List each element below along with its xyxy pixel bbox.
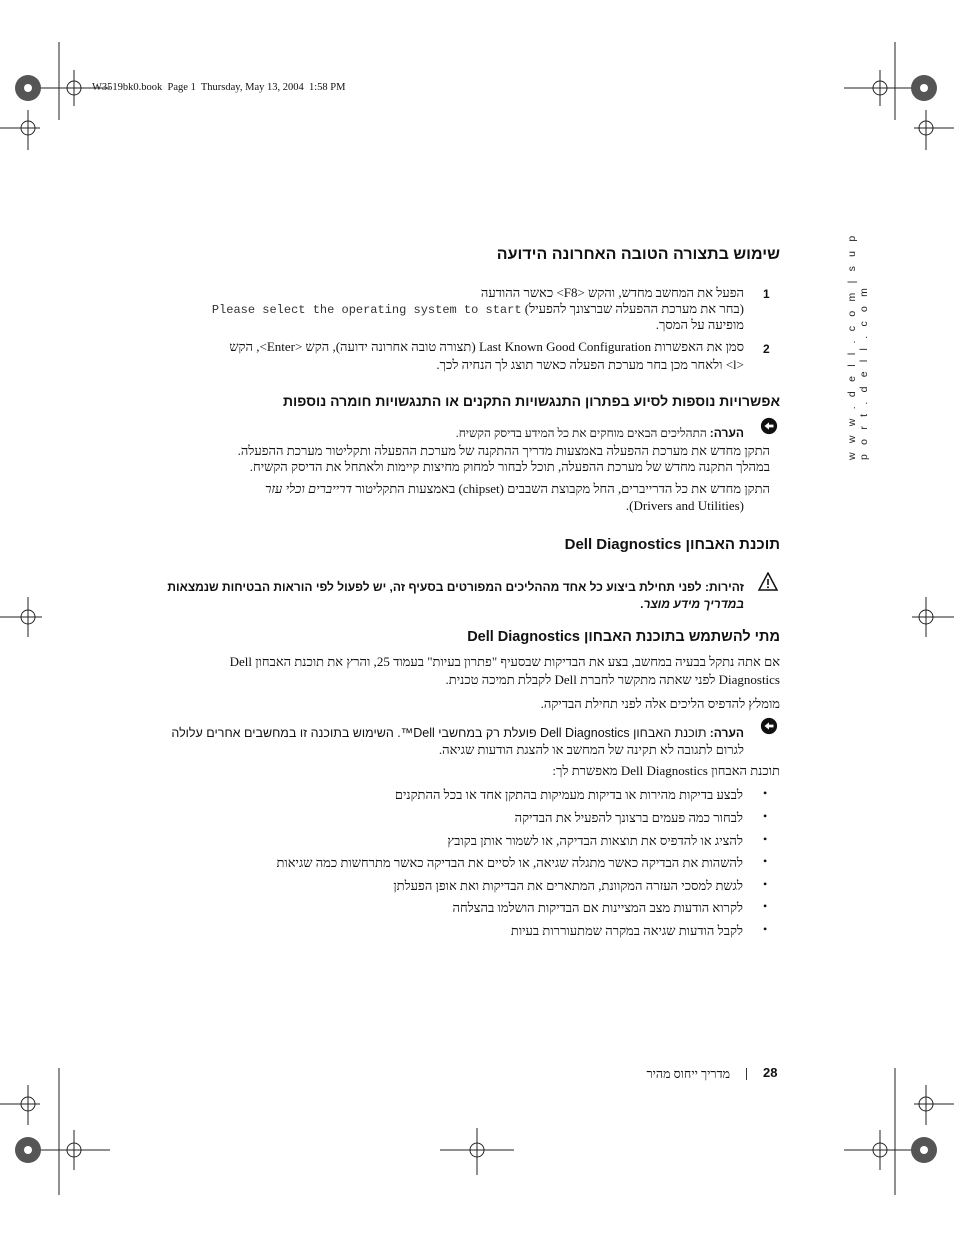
step2-line1: סמן את האפשרות Last Known Good Configuration (תצורה טובה אחרונה ידועה), הקש <Enter>, הקש	[229, 339, 744, 354]
note-icon	[760, 417, 778, 435]
note-text: התהליכים הבאים מוחקים את כל המידע בדיסק הקשיח.	[455, 426, 707, 440]
product-info-guide: במדריך מידע מוצר	[643, 597, 744, 611]
note-icon	[760, 717, 778, 735]
when-to-use-line1: אם אתה נתקל בבעיה במחשב, בצע את הבדיקות שבסעיף "פתרון בעיות" בעמוד 25, והרץ את תוכנת האבחון Dell	[229, 654, 780, 669]
reinstall-drivers-line	[150, 480, 770, 498]
note-dell-only-line2: לגרום לתגובה לא תקינה של המחשב או להצגת הודעות שגיאה.	[438, 742, 744, 757]
page-header: W3519bk0.book Page 1 Thursday, May 13, 2004 1:58 PM	[92, 82, 346, 93]
bullet-glyph: •	[763, 877, 768, 891]
section-title-additional-options: אפשרויות נוספות לסיוע בפתרון התנגשויות התקנים או התנגשויות חומרה נוספות	[282, 393, 780, 409]
drivers-cd-title: דרייברים וכלי עזר	[264, 481, 353, 496]
step1-prompt-code: Please select the operating system to start	[211, 303, 522, 317]
caution-icon	[757, 572, 779, 592]
note-text: תוכנת האבחון Dell Diagnostics פועלת רק במחשבי Dell™. השימוש בתוכנה זו במחשבים אחרים עלולה	[171, 726, 707, 740]
step1-line3: מופיעה על המסך.	[655, 317, 744, 332]
note-dell-only-line1	[100, 724, 744, 742]
list-item: להציג או להדפיס את תוצאות הבדיקה, או לשמור אותן בקובץ	[447, 833, 743, 848]
bullet-glyph: •	[763, 899, 768, 913]
drivers-text: התקן מחדש את כל הדרייברים, החל מקבוצת השבבים (chipset) באמצעות התקליטור	[355, 481, 770, 496]
footer-guide-title: מדריך ייחוס מהיר	[646, 1067, 730, 1081]
bullet-glyph: •	[763, 786, 768, 800]
section-title-last-known-good: שימוש בתצורה הטובה האחרונה הידועה	[496, 246, 780, 263]
list-item: לקרוא הודעות מצב המציינות אם הבדיקות הושלמו בהצלחה	[452, 900, 743, 915]
section-title-dell-diagnostics: תוכנת האבחון Dell Diagnostics	[564, 536, 780, 553]
when-to-use-line2: Diagnostics לפני שאתה מתקשר לחברת Dell לקבלת תמיכה טכנית.	[445, 672, 780, 687]
note-label: הערה:	[709, 426, 744, 440]
list-item: לגשת למסכי העזרה המקוונת, המתארים את הבדיקות ואת אופן הפעלתן	[393, 878, 743, 893]
page-number: 28	[763, 1065, 778, 1080]
reinstall-os-line: התקן מחדש את מערכת ההפעלה באמצעות מדריך ההתקנה של מערכת ההפעלה ותקליטור מערכת ההפעלה.	[237, 443, 770, 458]
bullet-glyph: •	[763, 809, 768, 823]
note-label: הערה:	[709, 726, 744, 740]
step1-line1: הפעל את המחשב מחדש, והקש <F8> כאשר ההודעה	[480, 285, 744, 300]
diagnostics-intro: תוכנת האבחון Dell Diagnostics מאפשרת לך:	[552, 763, 780, 778]
bullet-glyph: •	[763, 854, 768, 868]
caution-line2	[300, 597, 744, 611]
drivers-utilities-line: (Drivers and Utilities).	[625, 498, 744, 513]
print-procedures-line: מומלץ להדפיס הליכים אלה לפני תחילת הבדיקה.	[540, 696, 780, 711]
note-warning-data-loss	[300, 424, 744, 442]
bullet-glyph: •	[763, 832, 768, 846]
step2-line2: <l> ולאחר מכן בחר מערכת הפעלה כאשר תוצג לך הנחיה לכך.	[436, 357, 744, 372]
list-item: לקבל הודעות שגיאה במקרה שמתעוררות בעיות	[510, 923, 743, 938]
list-item: לבחור כמה פעמים ברצונך להפעיל את הבדיקה	[514, 810, 743, 825]
caution-text: לפני תחילת ביצוע כל אחד מההליכים המפורטים בסעיף זה, יש לפעול לפי הוראות הבטיחות שנמצאות	[167, 580, 702, 594]
reinstall-partition-line: במהלך התקנה מחדש של מערכת ההפעלה, תוכל לבחור למחוק מחיצות קיימות ולאתחל את הדיסק הקשיח.	[249, 459, 770, 474]
section-title-when-to-use: מתי להשתמש בתוכנת האבחון Dell Diagnostics	[467, 629, 780, 645]
footer-divider	[746, 1068, 747, 1080]
list-item: להשהות את הבדיקה כאשר מתגלה שגיאה, או לסיים את הבדיקה כאשר מתרחשות כמה שגיאות	[276, 855, 743, 870]
bullet-glyph: •	[763, 922, 768, 936]
caution-label: זהירות:	[704, 580, 744, 594]
step1-prompt-text: (בחר את מערכת ההפעלה שברצונך להפעיל)	[524, 301, 744, 316]
list-item: לבצע בדיקות מהירות או בדיקות מעמיקות בהתקן אחד או בכל ההתקנים	[394, 787, 743, 802]
side-url: w w w . d e l l . c o m | s u p p o r t . d e l l . c o m	[846, 232, 870, 460]
step-number: 2	[763, 342, 770, 356]
step-number: 1	[763, 287, 770, 301]
caution-end: .	[640, 597, 644, 611]
caution-line1	[100, 580, 744, 594]
